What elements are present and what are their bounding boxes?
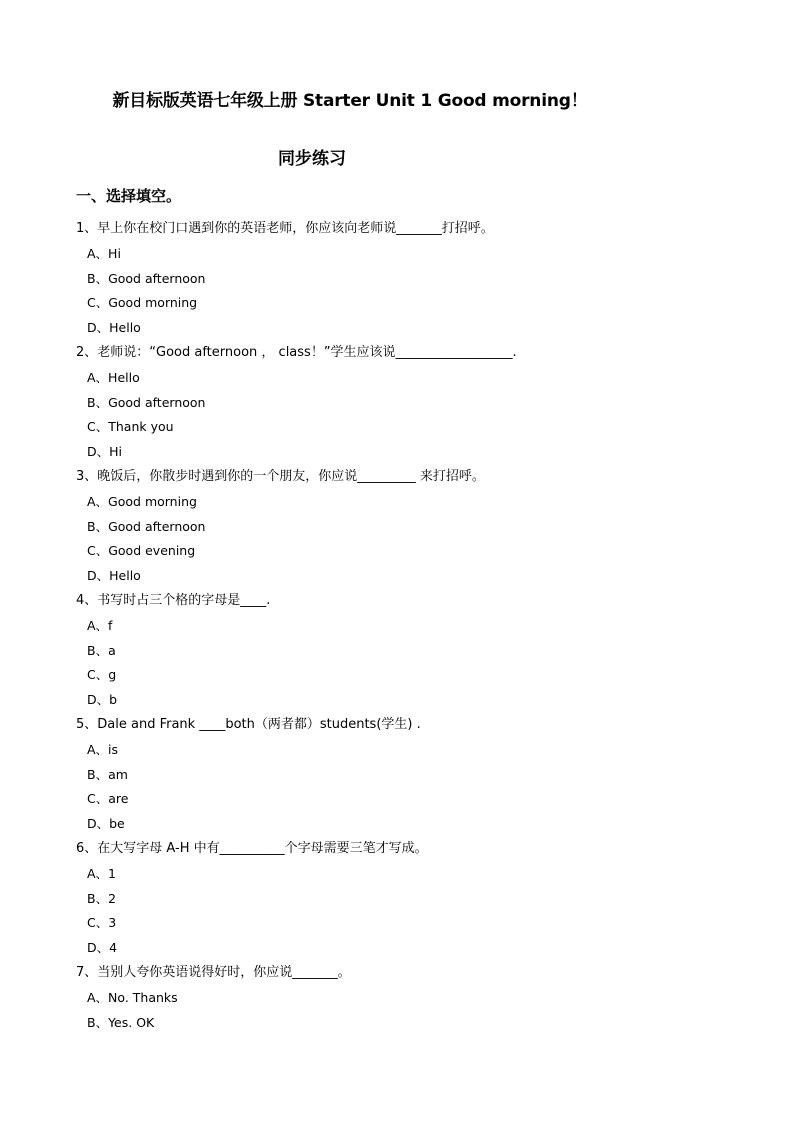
option-b: B、Good afternoon <box>87 518 206 534</box>
document-subtitle: 同步练习 <box>278 149 346 169</box>
option-c: C、Thank you <box>87 419 174 435</box>
question-6 <box>76 837 736 961</box>
option-b: B、a <box>87 642 116 658</box>
option-d: D、Hi <box>87 444 122 460</box>
option-c: C、3 <box>87 915 117 931</box>
option-d: D、Hello <box>87 568 141 584</box>
option-a: A、1 <box>87 865 117 881</box>
question-2 <box>76 341 736 465</box>
question-text: 1、早上你在校门口遇到你的英语老师，你应该向老师说_______打招呼。 <box>76 221 494 236</box>
option-d: D、4 <box>87 940 118 956</box>
question-text: 3、晚饭后，你散步时遇到你的一个朋友，你应说_________ 来打招呼。 <box>76 468 485 484</box>
option-b: B、Good afternoon <box>87 270 206 286</box>
question-text: 4、书写时占三个格的字母是____. <box>76 592 271 608</box>
option-b: B、Yes. OK <box>87 1014 155 1030</box>
option-a: A、Hello <box>87 369 140 385</box>
option-a: A、f <box>87 617 113 633</box>
option-d: D、b <box>87 692 118 708</box>
question-text: 7、当别人夸你英语说得好时，你应说_______。 <box>76 964 351 980</box>
option-a: A、Good morning <box>87 493 197 509</box>
question-5 <box>76 713 736 837</box>
option-b: B、Good afternoon <box>87 394 206 410</box>
question-3 <box>76 465 736 589</box>
option-d: D、Hello <box>87 320 141 336</box>
question-text: 5、Dale and Frank ____both（两者都）students(学生) . <box>76 716 421 732</box>
option-b: B、2 <box>87 890 117 906</box>
option-c: C、g <box>87 667 117 683</box>
question-4 <box>76 589 736 713</box>
option-c: C、Good morning <box>87 295 198 311</box>
document-title: 新目标版英语七年级上册 Starter Unit 1 Good morning！ <box>112 91 588 111</box>
option-a: A、is <box>87 741 119 757</box>
question-list <box>76 217 736 1035</box>
question-1 <box>76 217 736 341</box>
question-text: 6、在大写字母 A-H 中有__________个字母需要三笔才写成。 <box>76 840 428 856</box>
question-7 <box>76 961 736 1035</box>
section-heading: 一、选择填空。 <box>76 187 182 205</box>
option-a: A、No. Thanks <box>87 989 178 1005</box>
option-d: D、be <box>87 816 125 832</box>
option-c: C、are <box>87 791 129 807</box>
option-b: B、am <box>87 766 128 782</box>
option-a: A、Hi <box>87 245 121 261</box>
question-text: 2、老师说：“Good afternoon ， class！”学生应该说__________________. <box>76 344 517 360</box>
option-c: C、Good evening <box>87 543 196 559</box>
